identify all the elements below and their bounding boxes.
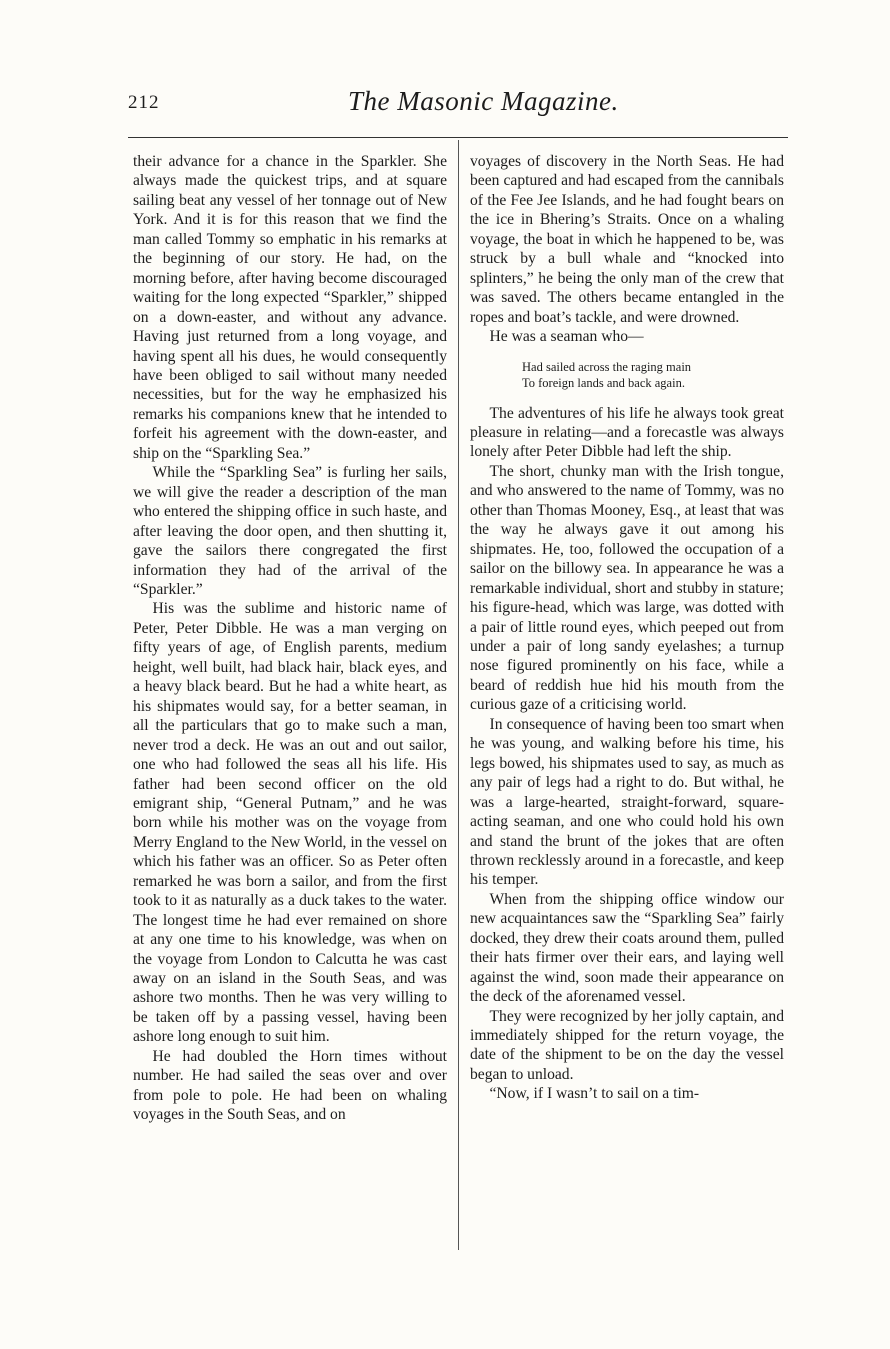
paragraph: their advance for a chance in the Sparkler. She always made the quickest trips, and at square sailing beat any vessel of her tonnage out of New York. And it is for this reason that we find the man called Tommy so emphatic in his remarks at the beginning of our story. He had, on the morning before, after having become discouraged waiting for the long expected “Sparkler,” shipped on a down-easter, and without any advance. Having just returned from a long voyage, and having spent all his dues, he would consequently have been obliged to sail without many needed necessities, but for the way he emphasized his remarks his companions knew that he intended to forfeit his agreement with the down-easter, and ship on the “Sparkling Sea.”: [133, 153, 447, 462]
verse-line: Had sailed across the raging main: [522, 359, 692, 374]
paragraph: The short, chunky man with the Irish tongue, and who answered to the name of Tommy, was no other than Thomas Mooney, Esq., at least that was the way he always gave it out among his shipmates. He, too, followed the occupation of a sailor on the billowy sea. In appearance he was a remarkable individual, short and stubby in stature; his figure-head, which was large, was dotted with a pair of little round eyes, which peeped out from under a pair of long sandy eyelashes; a turnup nose figured prominently on his face, while a beard of reddish hue hid his mouth from the curious gaze of a criticising world.: [470, 462, 784, 714]
header-rule: [128, 137, 788, 138]
page-header: [128, 86, 788, 126]
running-title: The Masonic Magazine.: [348, 86, 619, 116]
paragraph: In consequence of having been too smart when he was young, and walking before his time, his legs bowed, his shipmates used to say, as much as any pair of legs had a right to do. But withal, he was a large-hearted, straight-forward, square-acting seaman, and one who could hold his own and stand the brunt of the jokes that are often thrown recklessly around in a forecastle, and keep his temper.: [470, 715, 784, 889]
verse-quote: [522, 359, 784, 391]
verse-line: To foreign lands and back again.: [522, 375, 685, 390]
right-column: [470, 152, 784, 1104]
paragraph: “Now, if I wasn’t to sail on a tim-: [489, 1085, 700, 1103]
paragraph: They were recognized by her jolly captain, and immediately shipped for the return voyage, the date of the shipment to be on the day the vessel began to unload.: [470, 1007, 784, 1083]
paragraph: The adventures of his life he always took great pleasure in relating—and a forecastle was always lonely after Peter Dibble had left the ship.: [470, 404, 784, 461]
paragraph: While the “Sparkling Sea” is furling her sails, we will give the reader a description of the man who entered the shipping office in such haste, and after leaving the door open, and then shutting it, gave the sailors there congregated the first information they had of the arrival of the “Sparkler.”: [133, 464, 447, 598]
page-number: 212: [128, 92, 160, 113]
paragraph: He was a seaman who—: [489, 328, 644, 346]
left-column: [133, 152, 447, 1125]
paragraph: voyages of discovery in the North Seas. He had been captured and had escaped from the cannibals of the Fee Jee Islands, and he had fought bears on the ice in Bhering’s Straits. Once on a whaling voyage, the boat in which he happened to be, was struck by a bull whale and “knocked into splinters,” he being the only man of the crew that was saved. The others became entangled in the ropes and boat’s tackle, and were drowned.: [470, 153, 784, 326]
column-divider: [458, 140, 459, 1250]
paragraph: His was the sublime and historic name of Peter, Peter Dibble. He was a man verging on fifty years of age, of English parents, medium height, well built, had black hair, black eyes, and a heavy black beard. But he had a white heart, as his shipmates would say, for a better seaman, in all the particulars that go to make such a man, never trod a deck. He was an out and out sailor, one who had followed the seas all his life. His father had been second officer on the old emigrant ship, “General Putnam,” and he was born while his mother was on the voyage from Merry England to the New World, in the vessel on which his father was an officer. So as Peter often remarked he was born a sailor, and from the first took to it as naturally as a duck takes to the water. The longest time he had ever remained on shore at any one time to his knowledge, was when on the voyage from London to Calcutta he was cast away on an island in the South Seas, and was ashore two months. Then he was very willing to be taken off by a passing vessel, having been ashore long enough to suit him.: [133, 600, 447, 1046]
paragraph: He had doubled the Horn times without number. He had sailed the seas over and over from pole to pole. He had been on whaling voyages in the South Seas, and on: [133, 1047, 447, 1124]
paragraph: When from the shipping office window our new acquaintances saw the “Sparkling Sea” fairly docked, they drew their coats around them, pulled their hats firmer over their ears, and laying well against the wind, soon made their appearance on the deck of the aforenamed vessel.: [470, 890, 784, 1006]
